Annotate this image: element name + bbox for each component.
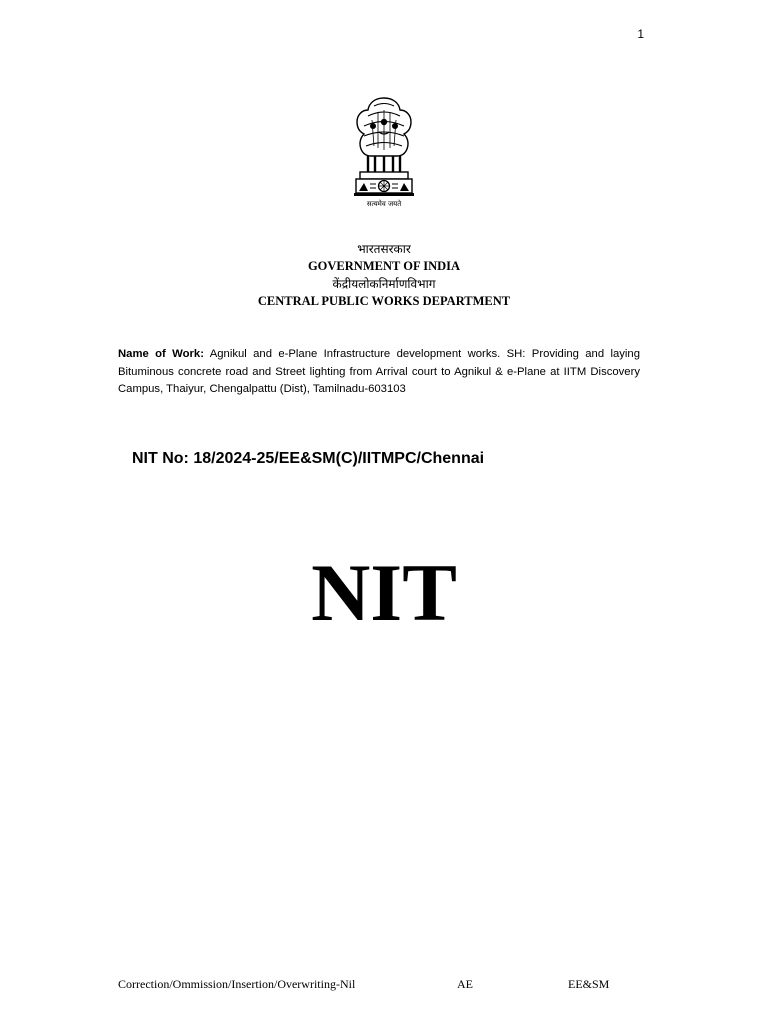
name-of-work-paragraph xyxy=(118,346,640,399)
hindi-government-title: भारतसरकार xyxy=(357,242,411,256)
emblem-motto: सत्यमेव जयते xyxy=(366,200,402,208)
footer-ae: AE xyxy=(457,977,473,991)
name-of-work-label: Name of Work: xyxy=(118,348,204,360)
nit-title: NIT xyxy=(311,547,457,638)
government-title: GOVERNMENT OF INDIA xyxy=(307,259,461,273)
footer-eesm: EE&SM xyxy=(568,977,610,991)
department-title: CENTRAL PUBLIC WORKS DEPARTMENT xyxy=(257,294,511,308)
name-of-work-description: Agnikul and e-Plane Infrastructure development works. SH: Providing and laying Bituminous concrete road and Street lighting from Arrival court to Agnikul & e-Plane at IITM Discovery Campus, Thaiyur, Chengalpattu (Dist), Tamilnadu-603103 xyxy=(118,348,641,396)
department-header xyxy=(0,240,768,310)
page-number: 1 xyxy=(637,27,644,41)
national-emblem xyxy=(344,92,424,216)
lion-capital-icon xyxy=(344,92,424,216)
hindi-department-title: केंद्रीयलोकनिर्माणविभाग xyxy=(332,277,436,291)
footer-correction-note: Correction/Ommission/Insertion/Overwriting-Nil xyxy=(118,977,356,991)
nit-number: NIT No: 18/2024-25/EE&SM(C)/IITMPC/Chennai xyxy=(132,450,485,467)
